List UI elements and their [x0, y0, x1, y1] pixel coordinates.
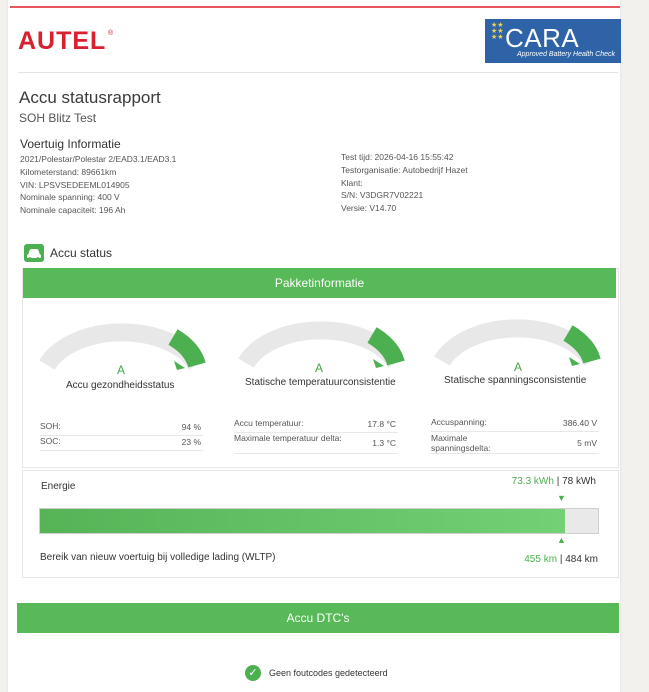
range-total: 484 km: [565, 554, 598, 565]
vehicle-info-title: Voertuig Informatie: [20, 137, 121, 151]
range-separator: |: [559, 554, 563, 565]
energy-pointer-down-icon: ▼: [557, 493, 566, 503]
temperature-delta-label: Maximale temperatuur delta:: [234, 433, 342, 443]
cara-title: CARA: [505, 23, 580, 53]
temperature-delta-row: [234, 434, 398, 454]
top-divider: [10, 6, 620, 8]
check-icon: ✓: [245, 665, 261, 681]
cara-tagline: Approved Battery Health Check: [517, 51, 616, 58]
energy-current: 73.3 kWh: [511, 476, 554, 487]
voltage-gauge-label: Statische spanningsconsistentie: [444, 375, 587, 386]
voltage-grade: A: [514, 360, 523, 374]
temperature-label: Accu temperatuur:: [234, 418, 304, 428]
report-subtitle: SOH Blitz Test: [19, 111, 97, 125]
energy-bar-fill: [40, 509, 565, 533]
range-value: [420, 554, 598, 565]
test-time: Test tijd: 2026-04-16 15:55:42: [341, 152, 454, 162]
vehicle-info-right: [341, 151, 468, 215]
vehicle-nominal-voltage: Nominale spanning: 400 V: [20, 192, 120, 203]
vehicle-vin: VIN: LPSVSEDEEML014905: [20, 179, 130, 190]
soh-grade: A: [117, 363, 126, 377]
soc-label: SOC:: [40, 436, 61, 446]
battery-car-icon: [24, 244, 44, 262]
voltage-delta-value: 5 mV: [577, 438, 597, 448]
range-current: 455 km: [524, 554, 558, 565]
voltage-label: Accuspanning:: [431, 417, 487, 427]
cara-badge: [485, 19, 621, 63]
pakket-header: Pakketinformatie: [23, 268, 616, 298]
soh-gauge-label: Accu gezondheidsstatus: [66, 380, 175, 391]
soh-value: 94 %: [181, 422, 201, 432]
vehicle-nominal-capacity: Nominale capaciteit: 196 Ah: [20, 205, 126, 216]
voltage-delta-row: [431, 434, 599, 454]
vehicle-mileage: Kilometerstand: 89661km: [20, 166, 117, 177]
temperature-delta-value: 1.3 °C: [372, 438, 396, 448]
energy-separator: |: [556, 476, 560, 487]
registered-mark: ®: [108, 30, 114, 37]
autel-logo: AUTEL: [18, 27, 107, 55]
voltage-value: 386.40 V: [562, 418, 597, 428]
soc-value: 23 %: [181, 437, 201, 447]
report-title: Accu statusrapport: [19, 88, 161, 107]
temperature-grade: A: [315, 361, 324, 375]
voltage-row: [431, 418, 599, 432]
temperature-row: [234, 419, 398, 433]
energy-bar: [39, 508, 599, 534]
dtc-message: Geen foutcodes gedetecteerd: [269, 668, 388, 678]
energy-label: Energie: [41, 481, 76, 492]
soh-label: SOH:: [40, 421, 61, 431]
energy-total: 78 kWh: [562, 476, 596, 487]
header-divider: [18, 72, 618, 73]
vehicle-model: 2021/Polestar/Polestar 2/EAD3.1/EAD3.1: [20, 154, 177, 164]
voltage-delta-label: Maximale spanningsdelta:: [431, 433, 491, 453]
customer: Klant:: [341, 177, 363, 188]
test-organisation: Testorganisatie: Autobedrijf Hazet: [341, 164, 468, 175]
soh-row: [40, 422, 203, 436]
serial-number: S/N: V3DGR7V02221: [341, 190, 424, 201]
energy-pointer-up-icon: ▲: [557, 535, 566, 545]
eu-stars-icon: ★★ ★★ ★★: [491, 22, 504, 41]
temperature-gauge-label: Statische temperatuurconsistentie: [245, 377, 396, 388]
dtc-header: Accu DTC's: [17, 603, 619, 633]
vehicle-info-left: [20, 153, 176, 217]
battery-status-title: Accu status: [50, 246, 113, 260]
energy-value: [420, 476, 596, 487]
software-version: Versie: V14.70: [341, 203, 397, 214]
temperature-value: 17.8 °C: [367, 419, 396, 429]
soc-row: [40, 437, 203, 451]
range-label: Bereik van nieuw voertuig bij volledige lading (WLTP): [40, 552, 276, 563]
